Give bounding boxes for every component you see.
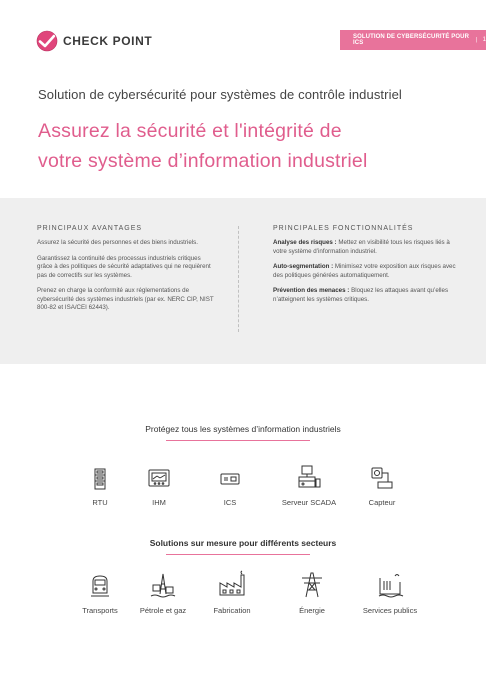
advantages-title: PRINCIPAUX AVANTAGES xyxy=(37,225,143,232)
header xyxy=(0,0,486,70)
sector-item-label: Énergie xyxy=(299,606,325,615)
hmi-icon xyxy=(146,467,172,491)
sector-item-label: Transports xyxy=(82,606,118,615)
protect-item-ics xyxy=(190,467,270,507)
sector-item-utilities xyxy=(350,570,430,615)
water-utility-icon xyxy=(375,570,405,599)
column-divider xyxy=(238,226,239,332)
sector-item-manufacturing xyxy=(192,570,272,615)
protect-item-label: Capteur xyxy=(368,498,396,507)
sector-item-label: Pétrole et gaz xyxy=(139,606,187,615)
sector-item-energy xyxy=(272,569,352,615)
oil-rig-icon xyxy=(148,570,178,599)
page-subtitle: Solution de cybersécurité pour systèmes de contrôle industriel xyxy=(38,87,402,102)
advantages-column xyxy=(37,225,217,320)
features-column xyxy=(273,225,458,311)
protect-item-label: Serveur SCADA xyxy=(281,498,337,507)
rtu-icon xyxy=(87,467,113,491)
protect-item-hmi xyxy=(119,467,199,507)
protect-item-sensor xyxy=(342,464,422,507)
document-tag xyxy=(340,30,486,50)
factory-icon xyxy=(217,570,247,599)
power-tower-icon xyxy=(297,569,327,599)
headline-line-1: Assurez la sécurité et l'intégrité de xyxy=(38,120,342,142)
feature-label: Analyse des risques : xyxy=(273,239,337,246)
sectors-title-underline xyxy=(166,554,310,555)
advantage-item: Garantissez la continuité des processus industriels critiques grâce à des politiques de sécurité adaptatives qui ne requièrent pas de correctifs sur les systèmes. xyxy=(37,254,211,279)
sector-item-label: Fabrication xyxy=(213,606,251,615)
feature-text: Mettez en visibilité tous les risques liés à votre système d’information industriel. xyxy=(273,239,450,255)
feature-item xyxy=(273,263,458,280)
ics-icon xyxy=(217,467,243,491)
features-title: PRINCIPALES FONCTIONNALITÉS xyxy=(273,225,414,232)
brand-name: CHECK POINT xyxy=(63,34,153,48)
feature-item xyxy=(273,287,458,304)
sectors-section-title: Solutions sur mesure pour différents secteurs xyxy=(149,538,337,548)
protect-section-title: Protégez tous les systèmes d’information industriels xyxy=(145,424,341,434)
feature-text: Bloquez les attaques avant qu’elles n’atteignent les systèmes critiques. xyxy=(273,287,449,303)
protect-item-label: IHM xyxy=(152,498,166,507)
headline-line-2: votre système d’information industriel xyxy=(38,150,368,172)
protect-item-scada-server xyxy=(269,464,349,507)
check-point-logo-icon xyxy=(36,30,58,52)
advantage-item: Assurez la sécurité des personnes et des biens industriels. xyxy=(37,239,198,246)
page-headline xyxy=(38,116,367,176)
sector-item-oil-gas xyxy=(123,570,203,615)
sensor-icon xyxy=(368,464,396,491)
protect-item-label: ICS xyxy=(223,498,237,507)
protect-title-underline xyxy=(166,440,310,441)
advantage-item: Prenez en charge la conformité aux réglementations de cybersécurité des systèmes industriels (par ex. NERC CIP, NIST 800-82 et ISA/CEI 62443). xyxy=(37,287,214,311)
scada-server-icon xyxy=(295,464,323,491)
page-number: 1 xyxy=(482,37,486,43)
feature-label: Auto-segmentation : xyxy=(273,263,334,270)
tag-separator: | xyxy=(475,37,478,43)
check-point-logo xyxy=(36,30,152,52)
tag-label: SOLUTION DE CYBERSÉCURITÉ POUR ICS xyxy=(353,34,470,46)
sector-item-label: Services publics xyxy=(362,606,418,615)
feature-item xyxy=(273,239,458,256)
protect-item-label: RTU xyxy=(92,498,108,507)
feature-text: Minimisez votre exposition aux risques avec des politiques générées automatiquement. xyxy=(273,263,456,279)
train-icon xyxy=(87,573,113,599)
benefits-panel xyxy=(0,198,486,364)
feature-label: Prévention des menaces : xyxy=(273,287,350,294)
